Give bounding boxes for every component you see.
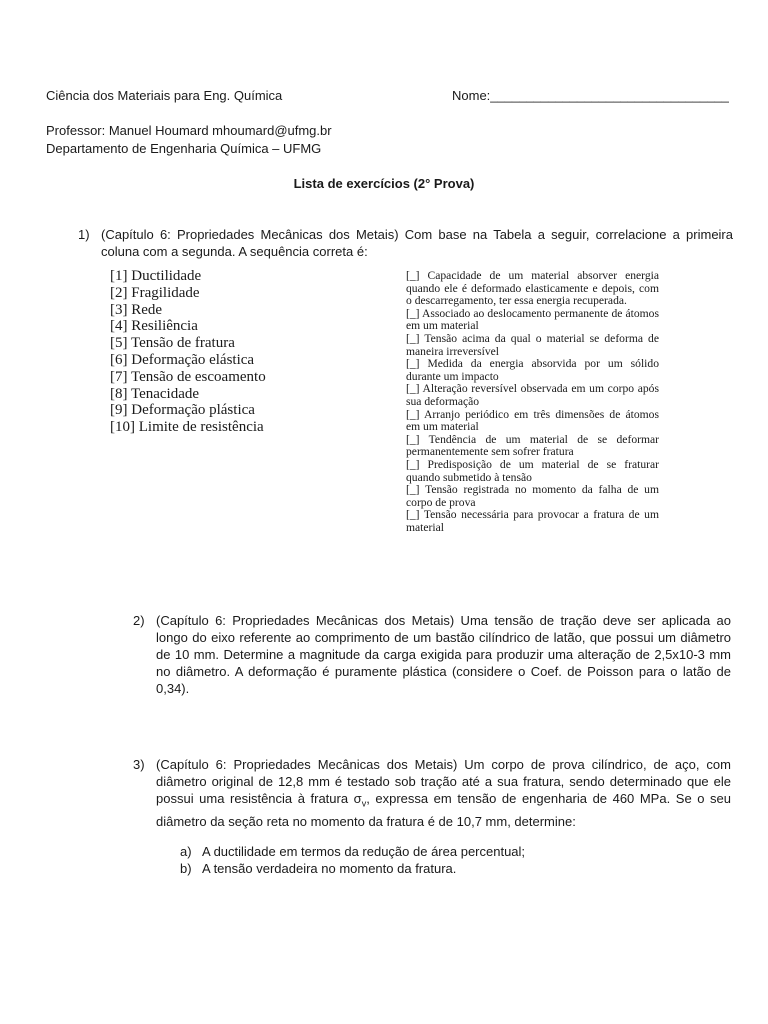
term-item: [5] Tensão de fratura: [110, 335, 235, 352]
definition-item: [_] Tensão acima da qual o material se deforma de maneira irreversível: [406, 331, 659, 358]
question-1-text: (Capítulo 6: Propriedades Mecânicas dos Metais) Com base na Tabela a seguir, correlacione a primeira coluna com a segunda. A sequência correta é:: [101, 227, 733, 259]
sub-item-a: [180, 843, 525, 860]
question-3-number: 3): [133, 757, 145, 772]
term-item: [3] Rede: [110, 301, 163, 318]
definition-item: [_] Predisposição de um material de se fraturar quando submetido à tensão: [406, 457, 659, 484]
term-item: [7] Tensão de escoamento: [110, 368, 266, 385]
term-item: [2] Fragilidade: [110, 284, 200, 301]
term-item: [6] Deformação elástica: [110, 351, 255, 368]
question-3-text: [156, 756, 731, 830]
question-2-text: (Capítulo 6: Propriedades Mecânicas dos Metais) Uma tensão de tração deve ser aplicada ao longo do eixo referente ao comprimento de um bastão cilíndrico de latão, que possui um diâmetro de 10 mm. Determine a magnitude da carga exigida para produzir uma alteração de 2,5x10-3 mm no diâmetro. A deformação é puramente plástica (considere o Coef. de Poisson para o latão de 0,34).: [156, 613, 731, 696]
department-line: Departamento de Engenharia Química – UFMG: [46, 141, 322, 156]
sub-item-letter: b): [180, 861, 192, 876]
list-title: Lista de exercícios (2° Prova): [293, 176, 475, 191]
definition-item: [_] Alteração reversível observada em um corpo após sua deformação: [406, 382, 659, 408]
definition-item: [_] Arranjo periódico em três dimensões de átomos em um material: [406, 407, 659, 434]
term-item: [9] Deformação plástica: [110, 402, 255, 419]
student-name-field: Nome:_________________________________: [452, 88, 729, 103]
definition-item: [_] Tensão necessária para provocar a fratura de um material: [406, 508, 659, 534]
question-3-items: [180, 843, 525, 877]
question-3-text-part1: (Capítulo 6: Propriedades Mecânicas dos Metais) Um corpo de prova cilíndrico, de aço, com diâmetro original de 12,8 mm é testado sob tração até a sua fratura, sendo determinado que ele possui uma resistência à fratura: [156, 757, 731, 806]
term-item: [8] Tenacidade: [110, 385, 200, 402]
question-3-text-part2: , expressa em tensão de engenharia de 460 MPa. Se o seu diâmetro da seção reta no momento da fratura é de 10,7 mm, determine:: [156, 791, 731, 829]
terms-column: [110, 268, 380, 436]
definition-item: [_] Tensão registrada no momento da falha de um corpo de prova: [406, 483, 659, 509]
definition-item: [_] Medida da energia absorvida por um sólido durante um impacto: [406, 357, 659, 383]
sub-item-b: [180, 860, 525, 877]
term-item: [1] Ductilidade: [110, 268, 202, 284]
course-title: Ciência dos Materiais para Eng. Química: [46, 88, 283, 103]
definition-item: [_] Capacidade de um material absorver energia quando ele é deformado elasticamente e depois, com o descarregamento, ter essa energia recuperada.: [406, 269, 659, 308]
definition-item: [_] Associado ao deslocamento permanente de átomos em um material: [406, 306, 659, 333]
sigma-subscript: v: [361, 798, 367, 809]
question-2-number: 2): [133, 613, 145, 628]
term-item: [4] Resiliência: [110, 318, 198, 335]
question-1-number: 1): [78, 227, 90, 242]
term-item: [10] Limite de resistência: [110, 419, 264, 436]
sub-item-letter: a): [180, 844, 192, 859]
definitions-column: [406, 270, 659, 534]
professor-line: Professor: Manuel Houmard mhoumard@ufmg.br: [46, 123, 332, 138]
sigma-symbol: σ: [353, 791, 362, 806]
sub-item-text: A tensão verdadeira no momento da fratura.: [202, 861, 457, 876]
sub-item-text: A ductilidade em termos da redução de área percentual;: [202, 844, 526, 859]
definition-item: [_] Tendência de um material de se deformar permanentemente sem sofrer fratura: [406, 432, 659, 459]
